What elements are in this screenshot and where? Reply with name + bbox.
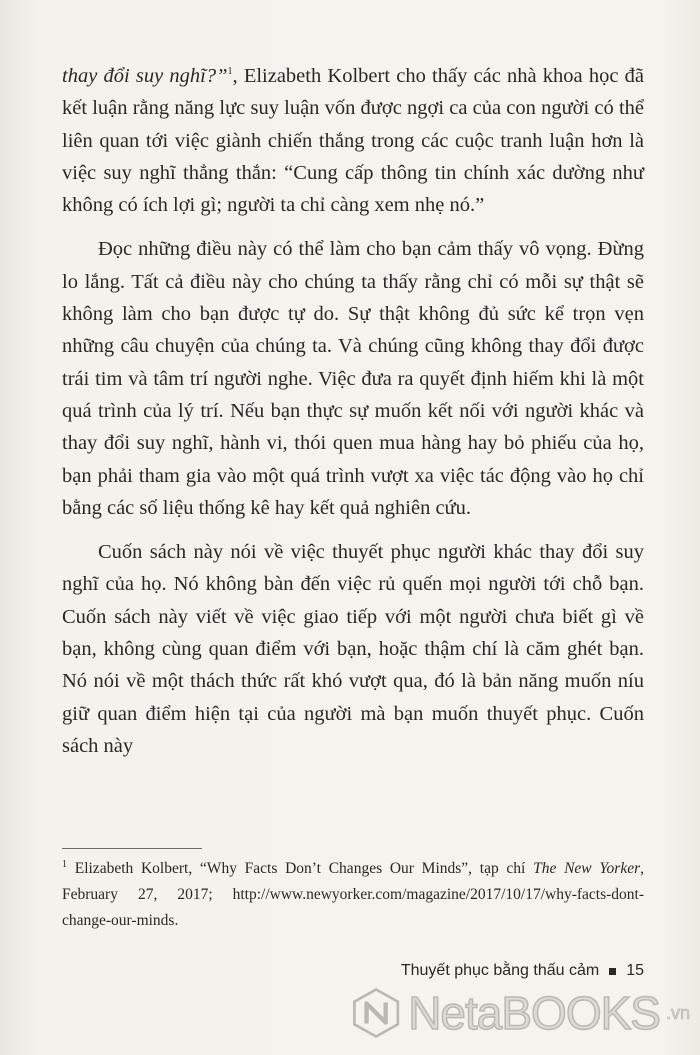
paragraph-2: Đọc những điều này có thể làm cho bạn cảm thấy vô vọng. Đừng lo lắng. Tất cả điều này cho chúng ta thấy rằng chỉ có mỗi sự thật sẽ không làm cho bạn được tự do. Sự thật không đủ sức kể trọn vẹn những câu chuyện của chúng ta. Và chúng cũng không thay đổi được trái tim và tâm trí người nghe. Việc đưa ra quyết định hiếm khi là một quá trình của lý trí. Nếu bạn thực sự muốn kết nối với người khác và thay đổi suy nghĩ, hành vi, thói quen mua hàng hay bỏ phiếu của họ, bạn phải tham gia vào một quá trình vượt xa việc tác động vào họ chỉ bằng các số liệu thống kê hay kết quả nghiên cứu. xyxy=(62,238,644,519)
footnote-divider xyxy=(62,848,202,849)
footnote-text-before: Elizabeth Kolbert, “Why Facts Don’t Changes Our Minds”, tạp chí xyxy=(67,860,534,877)
body-text xyxy=(62,60,644,762)
running-footer xyxy=(401,962,644,980)
paragraph-1-text: , Elizabeth Kolbert cho thấy các nhà khoa học đã kết luận rằng năng lực suy luận vốn được ngợi ca của con người có thể liên quan tới việc giành chiến thắng trong các cuộc tranh luận hơn là việc suy nghĩ thẳng thắn: “Cung cấp thông tin chính xác dường như không có ích lợi gì; người ta chỉ càng xem nhẹ nó.” xyxy=(62,65,644,217)
book-title: Thuyết phục bằng thấu cảm xyxy=(400,962,600,979)
footnote-text-after: , February 27, 2017; http://www.newyorker.com/magazine/2017/10/17/why-facts-dont-change-our-minds. xyxy=(62,860,645,929)
quoted-title: thay đổi suy nghĩ?” xyxy=(62,65,228,87)
footnote-reference: 1 xyxy=(227,66,233,78)
watermark-brand: NetaBOOKS xyxy=(408,987,660,1039)
page-number: 15 xyxy=(626,962,644,979)
footnote-journal: The New Yorker xyxy=(533,860,641,877)
watermark xyxy=(350,980,690,1046)
watermark-suffix: .vn xyxy=(665,1002,690,1023)
square-bullet-icon xyxy=(609,968,616,975)
paragraph-3: Cuốn sách này nói về việc thuyết phục người khác thay đổi suy nghĩ của họ. Nó không bàn đến việc rủ quến mọi người tới chỗ bạn. Cuốn sách này viết về việc giao tiếp với một người chưa biết gì về bạn, không cùng quan điểm với bạn, hoặc thậm chí là căm ghét bạn. Nó nói về một thách thức rất khó vượt qua, đó là bản năng muốn níu giữ quan điểm hiện tại của người mà bạn muốn thuyết phục. Cuốn sách này xyxy=(62,541,644,757)
netabooks-logo-icon xyxy=(350,983,402,1043)
paragraph-1 xyxy=(62,60,644,221)
footnote-number: 1 xyxy=(62,858,67,870)
footnote xyxy=(62,856,644,934)
